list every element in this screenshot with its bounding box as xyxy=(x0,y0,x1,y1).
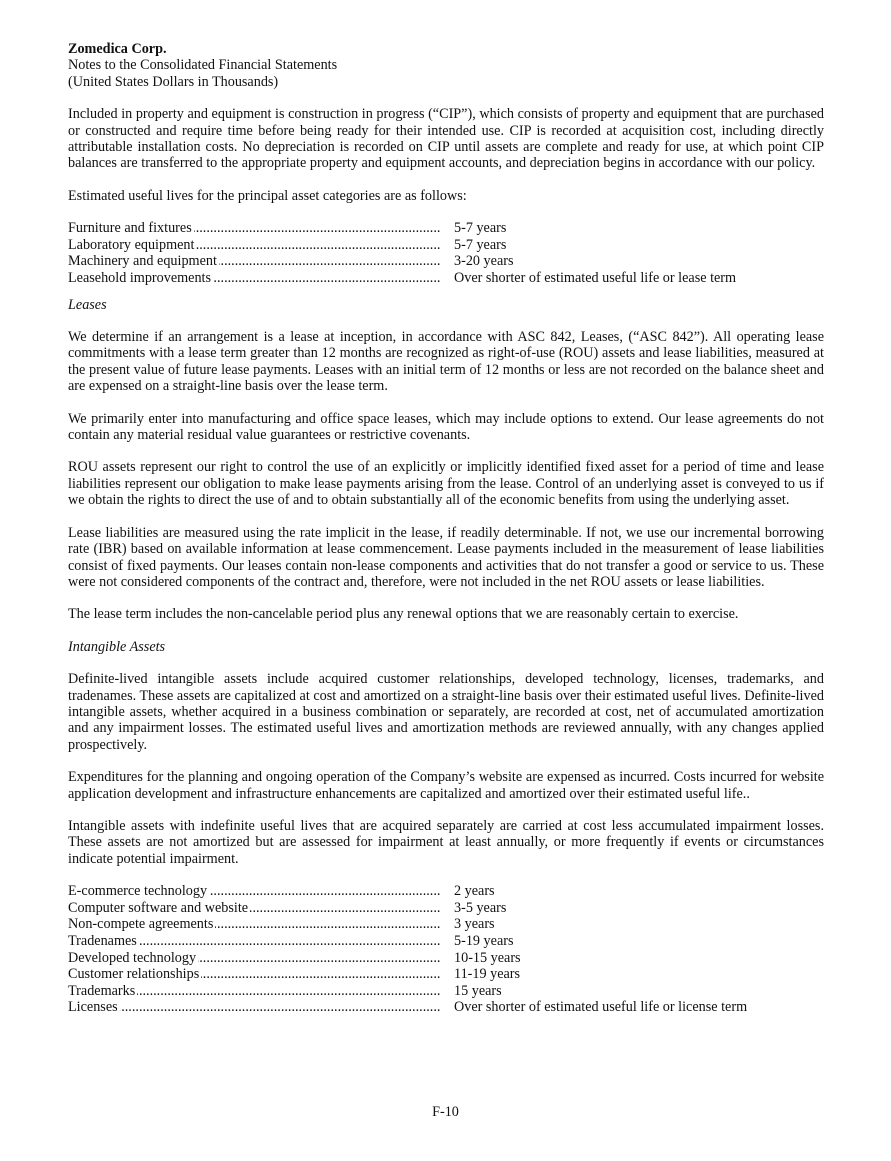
cip-paragraph: Included in property and equipment is construction in progress (“CIP”), which consists of property and equipment that are purchased or constructed and require time before being ready for their intended use. CIP is recorded at acquisition cost, including directly attributable installation costs. No depreciation is recorded on CIP until assets are complete and ready for use, at which point CIP balances are transferred to the appropriate property and equipment accounts, and depreciation begins in accordance with our policy. xyxy=(68,106,824,172)
statement-title: Notes to the Consolidated Financial Statements xyxy=(68,57,338,74)
document-page xyxy=(68,41,824,1016)
row-label: Customer relationships xyxy=(68,966,200,983)
useful-lives-intro: Estimated useful lives for the principal asset categories are as follows: xyxy=(68,187,467,204)
table-row xyxy=(68,220,824,237)
row-value: 5-7 years xyxy=(454,220,507,237)
row-label: Licenses xyxy=(68,999,118,1016)
row-label: Tradenames xyxy=(68,932,137,949)
table-row xyxy=(68,933,824,950)
leases-paragraph-4: Lease liabilities are measured using the rate implicit in the lease, if readily determinable. If not, we use our incremental borrowing rate (IBR) based on available information at lease commencement. Lease payments included in the measurement of lease liabilities consist of fixed payments. Our leases contain non-lease components and activities that do not transfer a good or service to us. These were not considered components of the contract and, therefore, were not included in the net ROU assets or lease liabilities. xyxy=(68,524,824,590)
table-row xyxy=(68,983,824,1000)
intangible-lives-table xyxy=(68,883,824,1016)
row-value: 3-5 years xyxy=(454,899,507,916)
row-label: Trademarks xyxy=(68,982,136,999)
row-label: Machinery and equipment xyxy=(68,253,217,270)
row-label: Non-compete agreements xyxy=(68,916,214,933)
intangibles-paragraph-3: Intangible assets with indefinite useful lives that are acquired separately are carried at cost less accumulated impairment losses. These assets are not amortized but are assessed for impairment at least annually, or more frequently if events or circumstances indicate potential impairment. xyxy=(68,817,824,867)
row-value: 15 years xyxy=(454,982,502,999)
row-label: Leasehold improvements xyxy=(68,270,212,287)
leases-paragraph-5: The lease term includes the non-cancelable period plus any renewal options that we are reasonably certain to exercise. xyxy=(68,606,739,623)
page-number: F-10 xyxy=(432,1104,459,1120)
table-row xyxy=(68,237,824,254)
company-name: Zomedica Corp. xyxy=(68,41,167,57)
asset-lives-table xyxy=(68,220,824,286)
table-row xyxy=(68,950,824,967)
leases-paragraph-2: We primarily enter into manufacturing and office space leases, which may include options to extend. Our lease agreements do not contain any material residual value guarantees or restrictive covenants. xyxy=(68,410,824,444)
table-row xyxy=(68,900,824,917)
row-label: Developed technology xyxy=(68,949,197,966)
table-row xyxy=(68,253,824,270)
row-value: 11-19 years xyxy=(454,966,521,983)
intangibles-heading: Intangible Assets xyxy=(68,638,166,655)
table-row xyxy=(68,966,824,983)
table-row xyxy=(68,270,824,287)
row-value: Over shorter of estimated useful life or license term xyxy=(454,999,748,1016)
row-value: 5-7 years xyxy=(454,236,507,253)
table-row xyxy=(68,999,824,1016)
row-label: Computer software and website xyxy=(68,899,249,916)
table-row xyxy=(68,916,824,933)
row-label: Laboratory equipment xyxy=(68,236,195,253)
row-label: Furniture and fixtures xyxy=(68,220,192,237)
row-value: 5-19 years xyxy=(454,932,514,949)
row-value: 3 years xyxy=(454,916,495,933)
intangibles-paragraph-2: Expenditures for the planning and ongoing operation of the Company’s website are expensed as incurred. Costs incurred for website application development and infrastructure enhancements are capitalized and amortized over their estimated useful life.. xyxy=(68,769,824,802)
row-value: Over shorter of estimated useful life or lease term xyxy=(454,270,737,287)
leases-paragraph-3: ROU assets represent our right to control the use of an explicitly or implicitly identified fixed asset for a period of time and lease liabilities represent our obligation to make lease payments arising from the lease. Control of an underlying asset is conveyed to us if we obtain the rights to direct the use of and to obtain substantially all of the economic benefits from using the underlying asset. xyxy=(68,459,824,509)
row-value: 10-15 years xyxy=(454,949,521,966)
leases-paragraph-1: We determine if an arrangement is a lease at inception, in accordance with ASC 842, Leases, (“ASC 842”). All operating lease commitments with a lease term greater than 12 months are recognized as right-of-use (ROU) assets and lease liabilities, measured at the present value of future lease payments. Leases with an initial term of 12 months or less are not recorded on the balance sheet and are expensed on a straight-line basis over the lease term. xyxy=(68,329,824,395)
leases-heading: Leases xyxy=(68,296,107,313)
row-value: 3-20 years xyxy=(454,253,514,270)
row-value: 2 years xyxy=(454,883,495,900)
intangibles-paragraph-1: Definite-lived intangible assets include acquired customer relationships, developed technology, licenses, trademarks, and tradenames. These assets are capitalized at cost and amortized on a straight-line basis over their estimated useful lives. Definite-lived intangible assets, whether acquired in a business combination or separately, are recorded at cost, net of accumulated amortization and any impairment losses. The estimated useful lives and amortization methods are reviewed annually, with any changes applied prospectively. xyxy=(68,671,824,753)
row-label: E-commerce technology xyxy=(68,883,208,900)
table-row xyxy=(68,883,824,900)
currency-note: (United States Dollars in Thousands) xyxy=(68,73,279,90)
